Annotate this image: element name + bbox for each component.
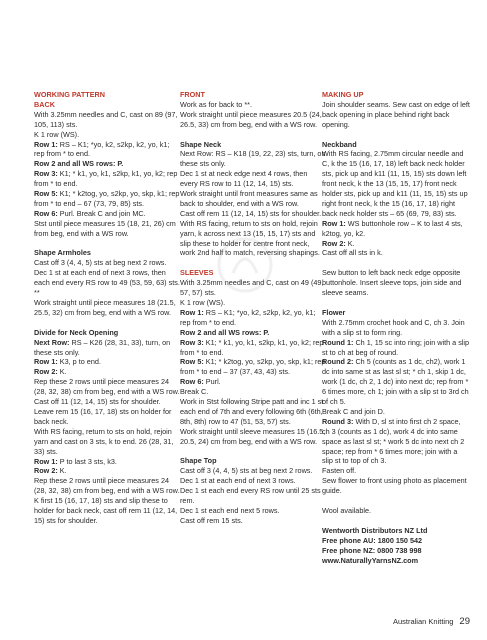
paragraph: Cast off 3 (4, 4, 5) sts at beg next 2 rows. (180, 466, 313, 476)
paragraph: With 2.75mm crochet hook and C, ch 3. Join with a slip st to form ring. (322, 317, 465, 337)
row-instruction (34, 169, 180, 189)
section-heading: MAKING UP (322, 90, 364, 99)
row-text: RS – K1; *yo, k2, s2kp, k2, yo, k1; rep from * to end. (34, 139, 170, 159)
row-instruction (180, 357, 326, 377)
row-instruction (180, 308, 326, 328)
row-label: Row 6: (34, 208, 58, 218)
spacer (34, 239, 180, 249)
paragraph: With RS facing, return to sts on hold, rejoin yarn and cast on 3 sts, k to end. 26 (28, 31, 33) sts. (34, 426, 174, 456)
subheading: Shape Top (180, 456, 217, 466)
row-text: K. (59, 367, 67, 377)
paragraph: Break C. (180, 387, 209, 397)
magazine-name: Australian Knitting (392, 617, 454, 626)
paragraph: Join shoulder seams. Sew cast on edge of left back opening in place behind right back opening. (322, 99, 470, 129)
paragraph: Cast off 3 (4, 4, 5) sts at beg next 2 rows. (34, 258, 167, 268)
row-text: P to last 3 sts, k3. (59, 456, 117, 466)
row-instruction (322, 417, 470, 467)
subheading: Shape Neck (180, 139, 222, 149)
row-text: Ch 1, 15 sc into ring; join with a slip st to ch at beg of round. (322, 337, 470, 357)
row-text: RS – K1; *yo, k2, s2kp, k2, yo, k1; rep from * to end. (180, 307, 316, 327)
row-label: Row 3: (34, 169, 58, 179)
row-label: Row 1: (34, 357, 58, 367)
paragraph: Rep these 2 rows until piece measures 24 (28, 32, 38) cm from beg, end with a WS row. (34, 377, 180, 397)
row-label: Row 1: (180, 307, 204, 317)
row-label: Row 6: (180, 377, 204, 387)
subheading: Flower (322, 307, 346, 317)
paragraph: Work straight until piece measures 20.5 (24, 26.5, 33) cm from beg, end with a WS row. (180, 109, 322, 129)
row-text: K3, p to end. (59, 357, 101, 367)
paragraph: Work in Stst following Stripe patt and inc 1 st each end of 7th and every following 6th (6th, 8th, 8th) row to 47 (51, 53, 57) sts. (180, 397, 324, 426)
section-heading: BACK (34, 99, 55, 109)
row-text: WS buttonhole row – K to last 4 sts, k2tog, yo, k2. (322, 218, 463, 238)
spacer (322, 516, 470, 526)
column-middle (180, 90, 326, 526)
row-instruction (34, 140, 180, 160)
paragraph: With RS facing, 2.75mm circular needle and C, k the 15 (16, 17, 18) left back neck holder sts, pick up and k11 (11, 15, 15) sts down left front neck, k the 13 (15, 15, 17) front neck holder sts, pick up and k11 (11, 15, 15) sts up right front neck, k the 15 (16, 17, 18) right back neck holder sts – 65 (69, 79, 83) sts. (322, 149, 468, 218)
paragraph: Sew button to left back neck edge opposite buttonhole. Insert sleeve tops, join side and sleeve seams. (322, 268, 462, 298)
row-label: Row 1: (322, 218, 346, 228)
spacer (322, 298, 470, 308)
row-label: Next Row: (34, 337, 70, 347)
spacer (322, 258, 470, 268)
paragraph: With 3.25mm needles and C, cast on 89 (97, 105, 113) sts. (34, 109, 178, 129)
paragraph: Dec 1 st at neck edge next 4 rows, then every RS row to 11 (12, 14, 15) sts. (180, 169, 308, 189)
row-label: Row 5: (34, 189, 58, 199)
paragraph: Stst until piece measures 15 (18, 21, 26) cm from beg, end with a WS row. (34, 218, 176, 238)
row-instruction (322, 357, 470, 407)
row-label: Row 1: (34, 456, 58, 466)
subheading: Shape Armholes (34, 248, 91, 258)
column-left (34, 90, 180, 526)
row-label: Row 2: (34, 466, 58, 476)
paragraph: Cast off rem 15 sts. (180, 515, 243, 525)
paragraph: K 1 row (WS). (180, 298, 226, 307)
row-text: K1; * k1, yo, k1, s2kp, k1, yo, k2; rep from * to end. (34, 169, 178, 189)
row-text: Purl. Break C and join MC. (59, 208, 146, 218)
row-label: Row 1: (34, 139, 58, 149)
paragraph: Work straight until sleeve measures 15 (16.5, 20.5, 24) cm from beg, end with a WS row. (180, 426, 326, 446)
paragraph: Fasten off. (322, 466, 357, 476)
column-right (322, 90, 470, 565)
row-text: Ch 5 (counts as 1 dc, ch2), work 1 dc into same st as last sl st; * ch 1, skip 1 dc, work (1 dc, ch 2, 1 dc) into next dc; rep from * 6 times more, ch 1; join with a slip st to 3rd ch of ch 5. (322, 357, 469, 407)
paragraph: Next Row: RS – K18 (19, 22, 23) sts, turn, on these sts only. (180, 149, 326, 169)
paragraph: Cast off all sts in k. (322, 248, 383, 258)
paragraph: Rep these 2 rows until piece measures 24 (28, 32, 38) cm from beg, end with a WS row. (34, 476, 180, 496)
paragraph: Dec 1 st each end every RS row until 25 sts rem. (180, 486, 321, 506)
row-label: Row 2: (322, 238, 346, 248)
paragraph: Wool available. (322, 506, 372, 515)
paragraph: Cast off 11 (12, 14, 15) sts for shoulder. (34, 397, 161, 407)
row-text: RS – K26 (28, 31, 33), turn, on these sts only. (34, 337, 171, 357)
section-heading: FRONT (180, 90, 205, 99)
subheading: Neckband (322, 139, 357, 149)
row-text: Purl. (205, 377, 221, 387)
row-label: Round 1: (322, 337, 354, 347)
spacer (34, 318, 180, 328)
spacer (322, 130, 470, 140)
row-text: K1; * k1, yo, k1, s2kp, k1, yo, k2; rep from * to end. (180, 337, 324, 357)
row-text: K1; * k2tog, yo, s2kp, yo, skp, k1; rep from * to end – 37 (37, 43, 43) sts. (180, 357, 326, 377)
row-instruction (180, 377, 326, 387)
row-instruction (34, 457, 180, 467)
paragraph: Sew flower to front using photo as placement guide. (322, 476, 467, 496)
paragraph: Break C and join D. (322, 406, 385, 416)
row-instruction (34, 357, 180, 367)
row-label: Row 3: (180, 337, 204, 347)
section-heading: WORKING PATTERN (34, 90, 106, 99)
row-text: With D, sl st into first ch 2 space, ch 3 (counts as 1 dc), work 4 dc into same space as last sl st; * work 5 dc into next ch 2 space; rep from * 6 times more; join with a slip st to top of ch 3. (322, 416, 465, 466)
paragraph: With RS facing, return to sts on hold, rejoin yarn, k across next 13 (15, 15, 17) sts and slip these to holder for centre front neck, work 2nd half to match, reversing shapings. (180, 218, 320, 258)
paragraph: Cast off rem 11 (12, 14, 15) sts for shoulder. (180, 208, 322, 218)
row-instruction (34, 338, 180, 358)
row-text: K1; * k2tog, yo, s2kp, yo, skp, k1; rep from * to end – 67 (73, 79, 85) sts. (34, 189, 180, 208)
paragraph: Leave rem 15 (16, 17, 18) sts on holder for back neck. (34, 406, 172, 426)
row-instruction (322, 219, 470, 239)
spacer (180, 130, 326, 140)
row-label: Row 2: (34, 367, 58, 377)
subheading: www.NaturallyYarnsNZ.com (322, 555, 419, 565)
subheading: Free phone NZ: 0800 738 998 (322, 545, 422, 555)
row-text: K. (347, 238, 355, 248)
row-instruction (34, 367, 180, 377)
subheading: Divide for Neck Opening (34, 327, 119, 337)
section-heading: SLEEVES (180, 268, 214, 278)
subheading: Wentworth Distributors NZ Ltd (322, 525, 428, 535)
paragraph: Dec 1 st each end next 5 rows. (180, 506, 280, 516)
row-instruction (34, 209, 180, 219)
paragraph: Work straight until piece measures 18 (21.5, 25.5, 32) cm from beg, end with a WS row. (34, 298, 176, 317)
paragraph: Work as for back to **. (180, 99, 252, 109)
row-text: K. (59, 466, 67, 476)
row-label: Round 2: (322, 357, 354, 367)
subheading: Row 2 and all WS rows: P. (180, 327, 270, 337)
paragraph: Work straight until front measures same as back to shoulder, end with a WS row. (180, 189, 318, 208)
subheading: Free phone AU: 1800 150 542 (322, 535, 423, 545)
row-instruction (322, 239, 470, 249)
paragraph: Dec 1 st at each end of next 3 rows, then each end every RS row to 49 (53, 59, 63) sts. ** (34, 268, 180, 298)
page-footer (330, 616, 470, 627)
row-instruction (180, 338, 326, 358)
paragraph: With 3.25mm needles and C, cast on 49 (49, 57, 57) sts. (180, 278, 324, 298)
subheading: Row 2 and all WS rows: P. (34, 159, 124, 169)
spacer (322, 496, 470, 506)
paragraph: K first 15 (16, 17, 18) sts and slip these to holder for back neck, cast off rem 11 (12, 14, 15) sts for shoulder. (34, 496, 178, 525)
row-instruction (34, 466, 180, 476)
row-instruction (322, 338, 470, 358)
row-instruction (34, 189, 180, 209)
paragraph: K 1 row (WS). (34, 129, 80, 139)
row-label: Row 5: (180, 357, 204, 367)
watermark-logo-icon (215, 235, 275, 295)
spacer (180, 447, 326, 457)
row-label: Round 3: (322, 416, 354, 426)
page-number: 29 (459, 616, 470, 627)
paragraph: Dec 1 st at each end of next 3 rows. (180, 476, 296, 486)
